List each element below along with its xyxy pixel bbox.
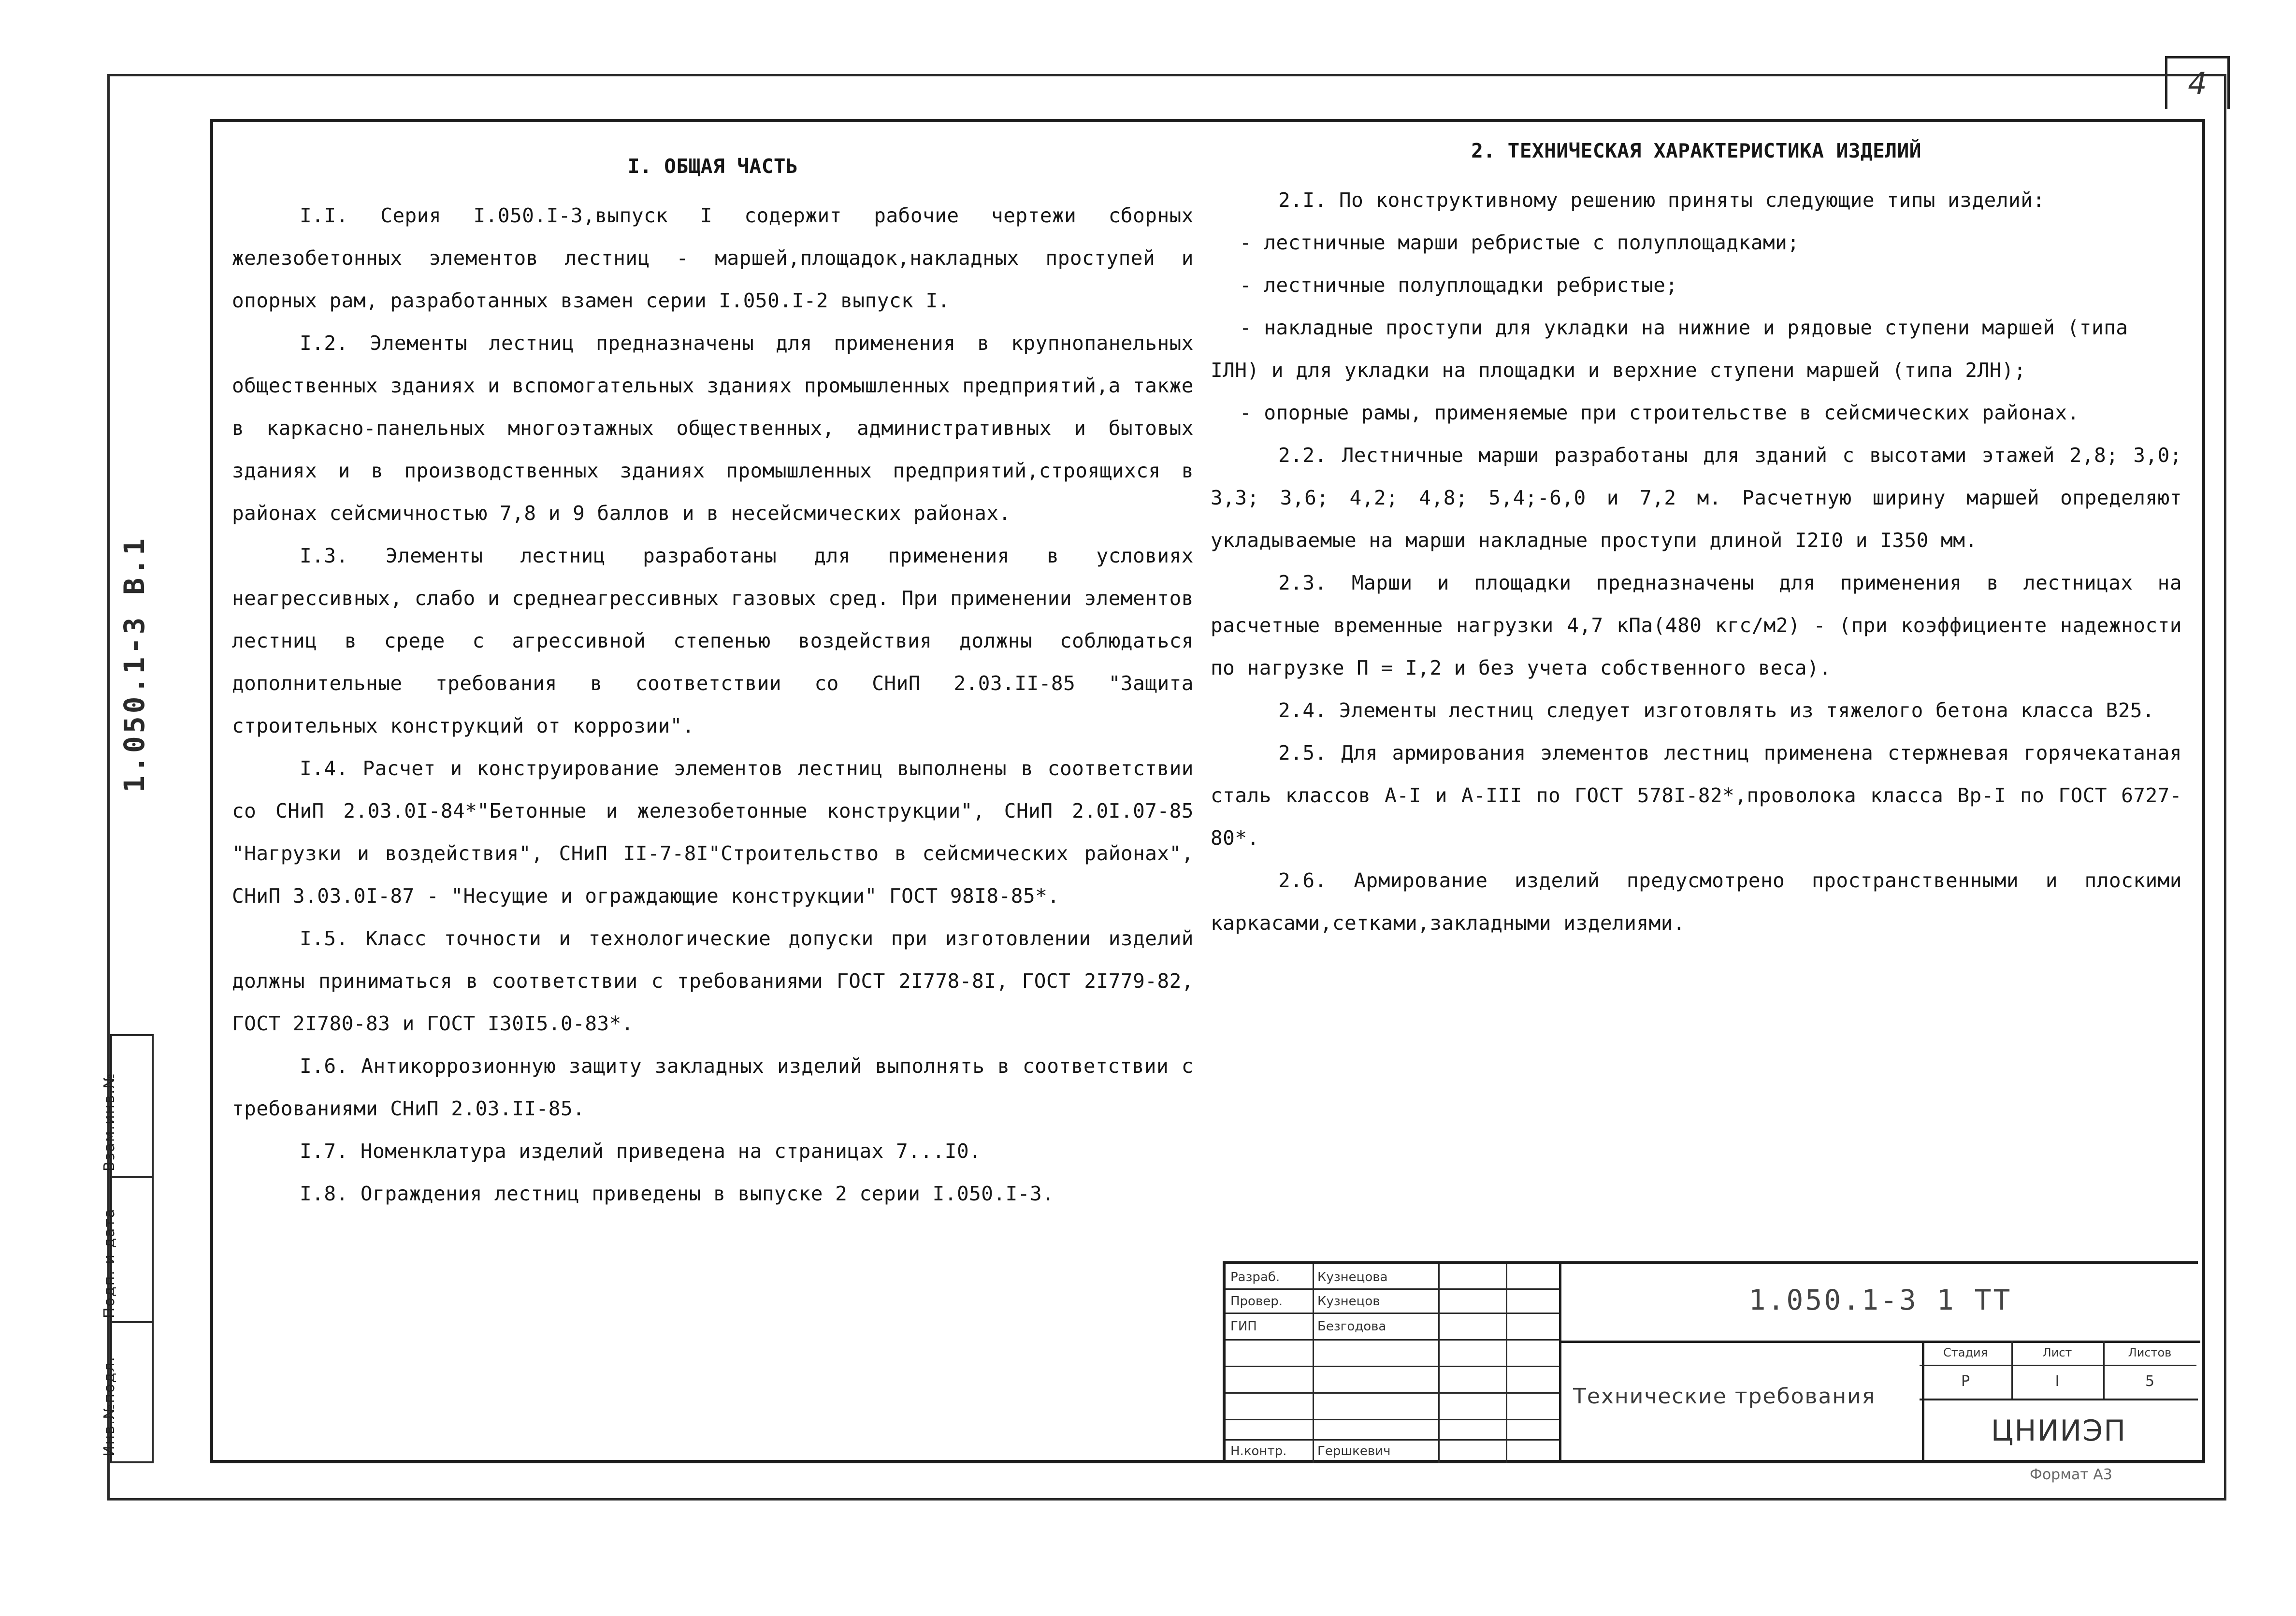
section2-paragraph: 2.4. Элементы лестниц следует изготовлять из тяжелого бетона класса В25. [1278,699,2155,722]
format-mark: Формат А3 [2030,1466,2112,1483]
name-chief-engineer: Безгодова [1317,1319,1386,1334]
organization-name: ЦНИИЭП [1991,1414,2127,1448]
section2-paragraph-2-1: 2.I. По конструктивному решению приняты следующие типы изделий: [1278,188,2045,212]
role-norm-control: Н.контр. [1230,1444,1287,1458]
role-checker: Провер. [1230,1294,1283,1309]
side-series-code: 1.050.1-3 B.1 [118,535,151,793]
section1-paragraph: I.8. Ограждения лестниц приведены в выпуске 2 серии I.050.I-3. [300,1182,1054,1205]
section-technical [1211,130,2182,944]
section2-title: 2. ТЕХНИЧЕСКАЯ ХАРАКТЕРИСТИКА ИЗДЕЛИЙ [1471,139,1921,162]
name-checker: Кузнецов [1317,1294,1380,1309]
section2-list-item: - накладные проступи для укладки на нижние и рядовые ступени маршей (типа IЛН) и для укладки на площадки и верхние ступени маршей (типа 2ЛН); [1211,316,2128,382]
stamp-cell-replace [101,1036,152,1176]
section2-paragraph: 2.2. Лестничные марши разработаны для зданий с высотами этажей 2,8; 3,0; 3,3; 3,6; 4,2; 4,8; 5,4;-6,0 и 7,2 м. Расчетную ширину маршей определяют укладываемые на марши накладные проступи длиной I2I0 и I350 мм. [1211,444,2182,552]
section1-paragraph: I.6. Антикоррозионную защиту закладных изделий выполнять в соответствии с требованиями СНиП 2.03.II-85. [232,1054,1194,1120]
section2-paragraph: 2.5. Для армирования элементов лестниц применена стержневая горячекатаная сталь классов А-I и А-III по ГОСТ 578I-82*,проволока класса Вр-I по ГОСТ 6727-80*. [1211,741,2182,850]
title-block [1223,1261,2198,1463]
section2-paragraph: 2.6. Армирование изделий предусмотрено пространственными и плоскими каркасами,сетками,закладными изделиями. [1211,869,2182,935]
stamp-cell-sign-date [101,1176,152,1323]
sheet-value: I [2011,1365,2105,1399]
section1-paragraph: I.I. Серия I.050.I-3,выпуск I содержит рабочие чертежи сборных железобетонных элементов лестниц - маршей,площадок,накладных проступей и опорных рам, разработанных взамен серии I.050.I-2 выпуск I. [232,204,1194,312]
section-general [232,145,1194,1215]
sheets-total-header: Листов [2103,1341,2196,1366]
section2-paragraph: 2.3. Марши и площадки предназначены для применения в лестницах на расчетные временные нагрузки 4,7 кПа(480 кгс/м2) - (при коэффициенте надежности по нагрузке Π = I,2 и без учета собственного веса). [1211,571,2182,679]
section2-list-item: - лестничные марши ребристые с полуплощадками; [1240,231,1800,254]
stage-header: Стадия [1920,1341,2013,1366]
role-developer: Разраб. [1230,1270,1280,1284]
section1-paragraph: I.2. Элементы лестниц предназначены для применения в крупнопанельных общественных зданиях и вспомогательных зданиях промышленных предприятий,а также в каркасно-панельных многоэтажных общественных, административных и бытовых зданиях и в производственных зданиях промышленных предприятий,строящихся в районах сейсмичностью 7,8 и 9 баллов и в несейсмических районах. [232,332,1194,525]
stage-value: Р [1920,1365,2013,1399]
document-number: 1.050.1-3 1 ТТ [1748,1284,2012,1316]
role-chief-engineer: ГИП [1230,1319,1257,1334]
section2-list-item: - лестничные полуплощадки ребристые; [1240,274,1678,297]
sheets-total-value: 5 [2145,1373,2155,1390]
sheet-header: Лист [2011,1341,2105,1366]
stamp-column [101,1034,154,1463]
section1-paragraph: I.4. Расчет и конструирование элементов лестниц выполнены в соответствии со СНиП 2.03.0I-84*"Бетонные и железобетонные конструкции", СНиП 2.0I.07-85 "Нагрузки и воздействия", СНиП II-7-8I"Строительство в сейсмических районах", СНиП 3.03.0I-87 - "Несущие и ограждающие конструкции" ГОСТ 98I8-85*. [232,757,1194,908]
page-number: 4 [2165,56,2230,109]
section1-title: I. ОБЩАЯ ЧАСТЬ [627,155,798,178]
title-block-stage-table [1920,1341,2198,1400]
section1-paragraph: I.3. Элементы лестниц разработаны для применения в условиях неагрессивных, слабо и среднеагрессивных газовых сред. При применении элементов лестниц в среде с агрессивной степенью воздействия должны соблюдаться дополнительные требования в соответствии со СНиП 2.03.II-85 "Защита строительных конструкций от коррозии". [232,544,1194,737]
section1-paragraph: I.5. Класс точности и технологические допуски при изготовлении изделий должны приниматься в соответствии с требованиями ГОСТ 2I778-8I, ГОСТ 2I779-82, ГОСТ 2I780-83 и ГОСТ I30I5.0-83*. [232,927,1194,1035]
title-block-doc-number-cell [1559,1264,2200,1343]
title-block-sheet-title-cell [1559,1341,1924,1463]
section1-paragraph: I.7. Номенклатура изделий приведена на страницах 7...I0. [300,1140,982,1163]
stamp-label-inventory: Инв.№подл. [101,1356,118,1457]
stamp-label-replace: Взам.инв.№ [101,1072,118,1171]
title-block-signatures [1226,1264,1559,1463]
section2-list-item: - опорные рамы, применяемые при строительстве в сейсмических районах. [1240,401,2079,424]
name-norm-control: Гершкевич [1317,1444,1391,1458]
stamp-cell-inventory [101,1321,152,1461]
name-developer: Кузнецова [1317,1270,1388,1284]
sheet-title: Технические требования [1573,1384,1876,1409]
stamp-label-sign-date: Подп. и дата [101,1208,118,1318]
